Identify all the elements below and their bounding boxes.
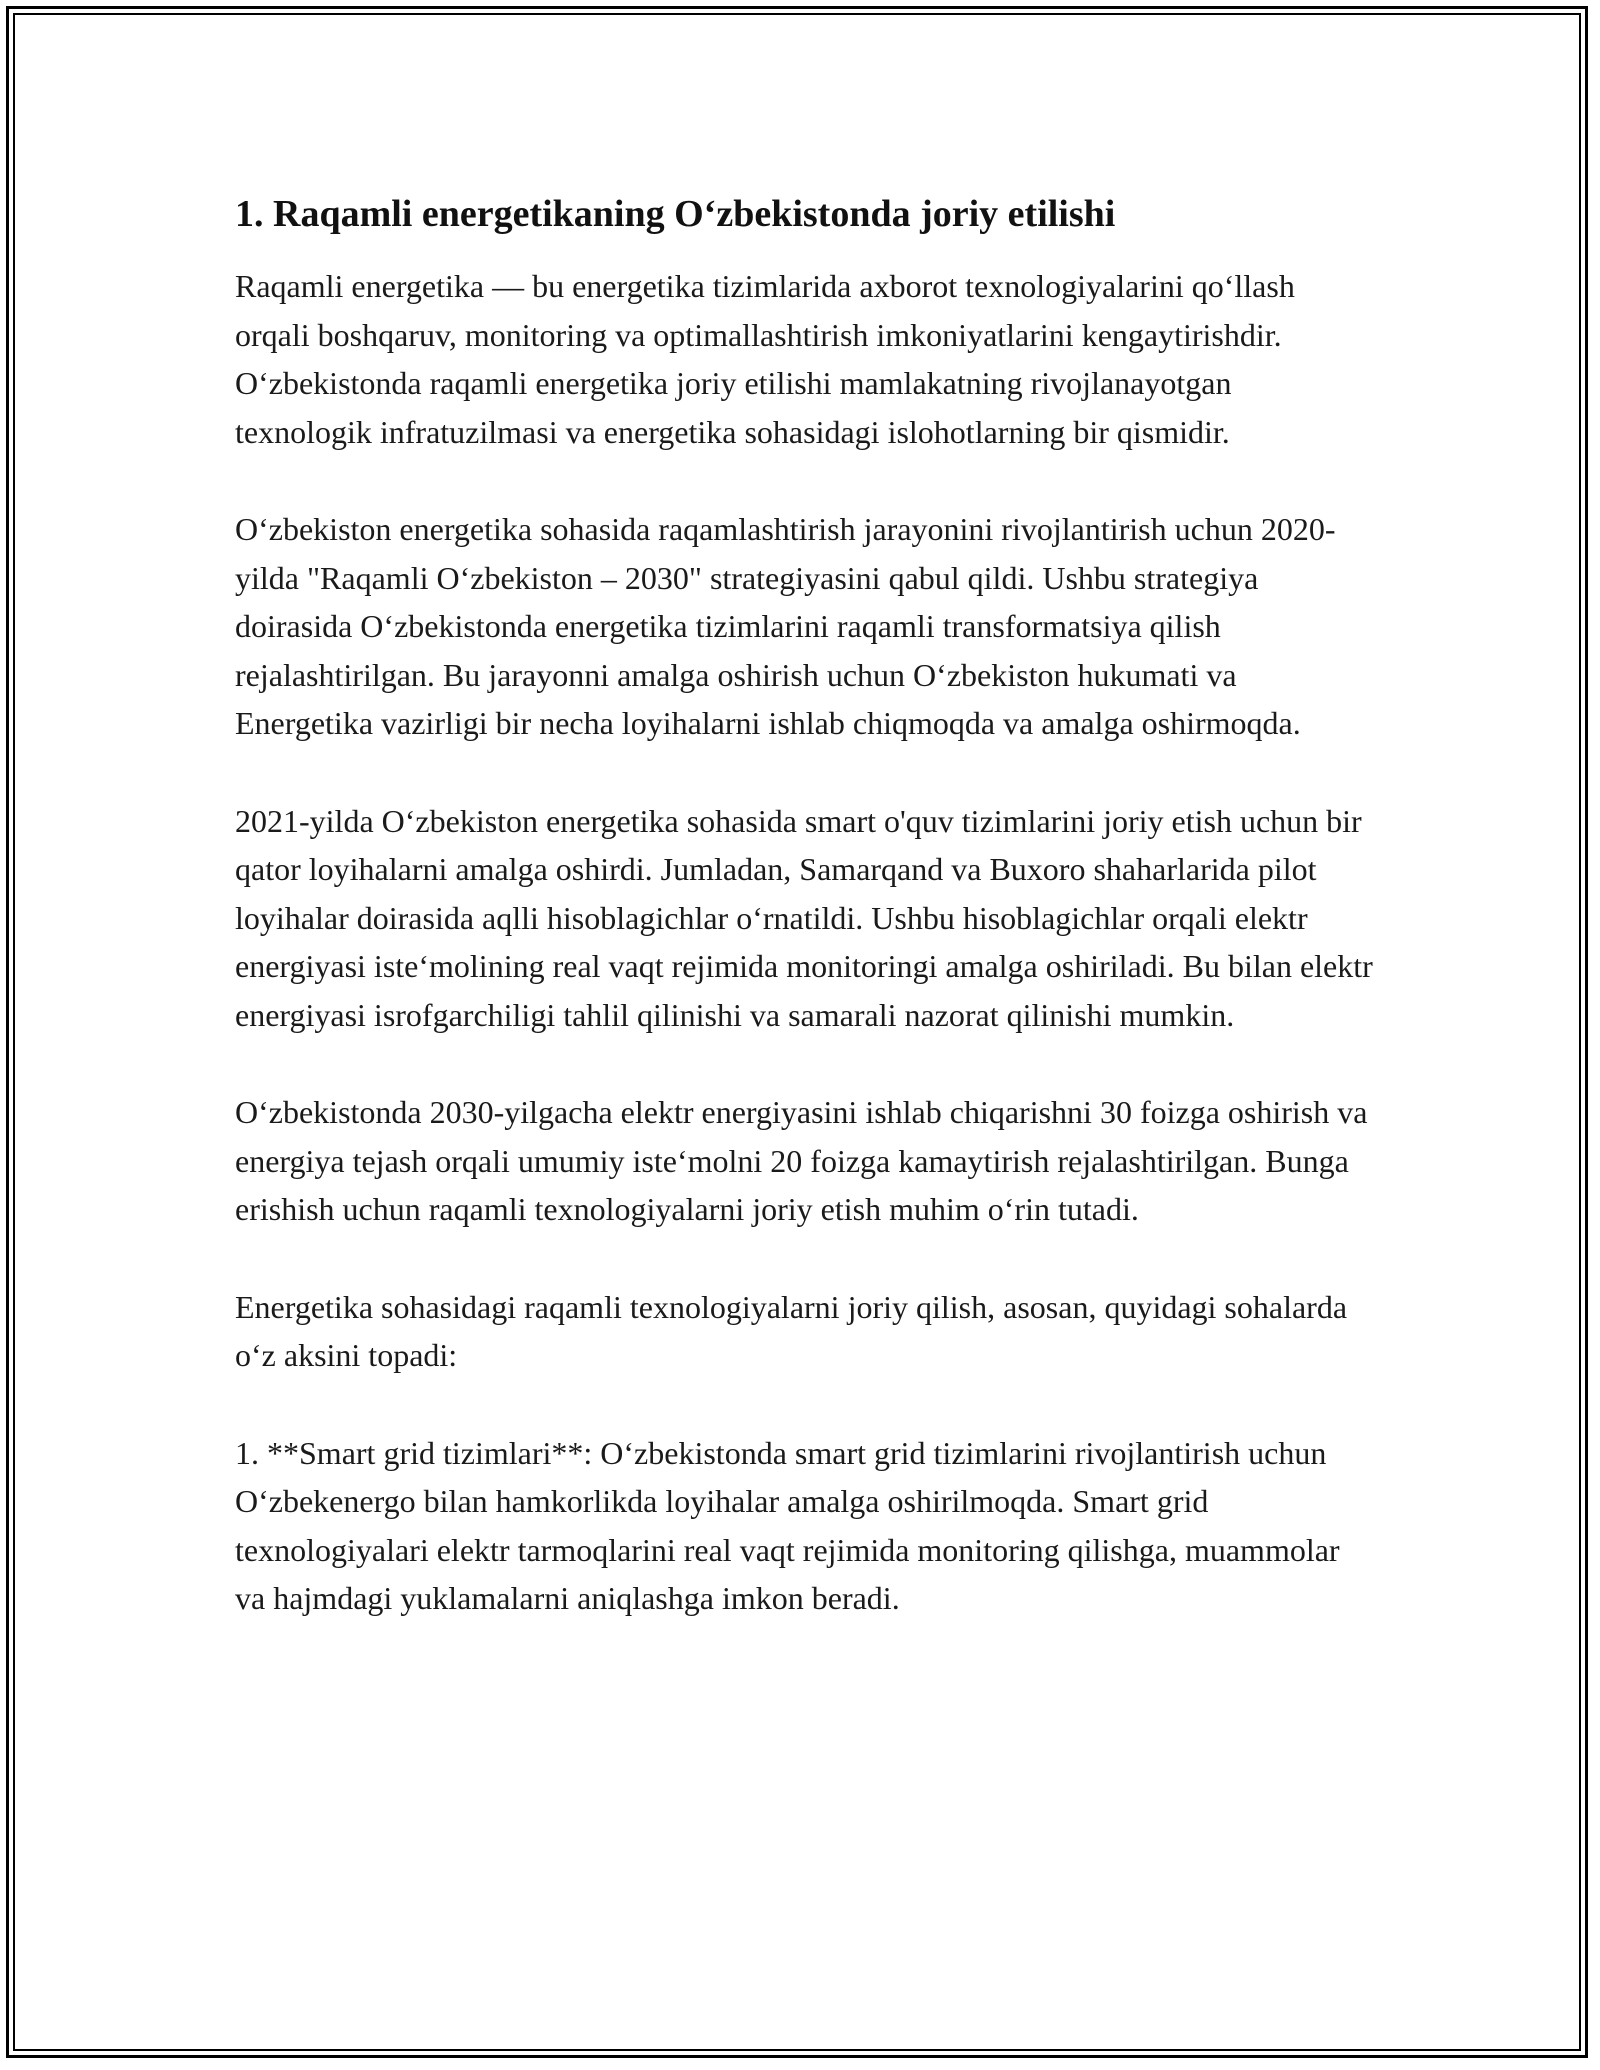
paragraph-strategy: O‘zbekiston energetika sohasida raqamlashtirish jarayonini rivojlantirish uchun 2020-yilda "Raqamli O‘zbekiston – 2030" strategiyasini qabul qildi. Ushbu strategiya doirasida O‘zbekistonda energetika tizimlarini raqamli transformatsiya qilish rejalashtirilgan. Bu jarayonni amalga oshirish uchun O‘zbekiston hukumati va Energetika vazirligi bir necha loyihalarni ishlab chiqmoqda va amalga oshirmoqda. [235, 511, 1336, 741]
paragraph-smart-meters: 2021-yilda O‘zbekiston energetika sohasida smart o'quv tizimlarini joriy etish uchun bir qator loyihalarni amalga oshirdi. Jumladan, Samarqand va Buxoro shaharlarida pilot loyihalar doirasida aqlli hisoblagichlar o‘rnatildi. Ushbu hisoblagichlar orqali elektr energiyasi iste‘molining real vaqt rejimida monitoringi amalga oshiriladi. Bu bilan elektr energiyasi isrofgarchiligi tahlil qilinishi va samarali nazorat qilinishi mumkin. [235, 802, 1373, 1033]
paragraph-areas-intro: Energetika sohasidagi raqamli texnologiyalarni joriy qilish, asosan, quyidagi sohalarda o‘z aksini topadi: [235, 1288, 1348, 1373]
paragraph-intro: Raqamli energetika — bu energetika tizimlarida axborot texnologiyalarini qo‘llash orqali boshqaruv, monitoring va optimallashtirish imkoniyatlarini kengaytirishdir. O‘zbekistonda raqamli energetika joriy etilishi mamlakatning rivojlanayotgan texnologik infratuzilmasi va energetika sohasidagi islohotlarning bir qismidir. [235, 268, 1295, 450]
paragraph-targets: O‘zbekistonda 2030-yilgacha elektr energiyasini ishlab chiqarishni 30 foizga oshirish va energiya tejash orqali umumiy iste‘molni 20 foizga kamaytirish rejalashtirilgan. Bunga erishish uchun raqamli texnologiyalarni joriy etish muhim o‘rin tutadi. [235, 1094, 1368, 1227]
document-title: 1. Raqamli energetikaning O‘zbekistonda joriy etilishi [235, 193, 1116, 235]
list-item-smart-grid: 1. **Smart grid tizimlari**: O‘zbekistonda smart grid tizimlarini rivojlantirish uchun O‘zbekenergo bilan hamkorlikda loyihalar amalga oshirilmoqda. Smart grid texnologiyalari elektr tarmoqlarini real vaqt rejimida monitoring qilishga, muammolar va hajmdagi yuklamalarni aniqlashga imkon beradi. [235, 1434, 1340, 1616]
document-page [235, 188, 1375, 1672]
